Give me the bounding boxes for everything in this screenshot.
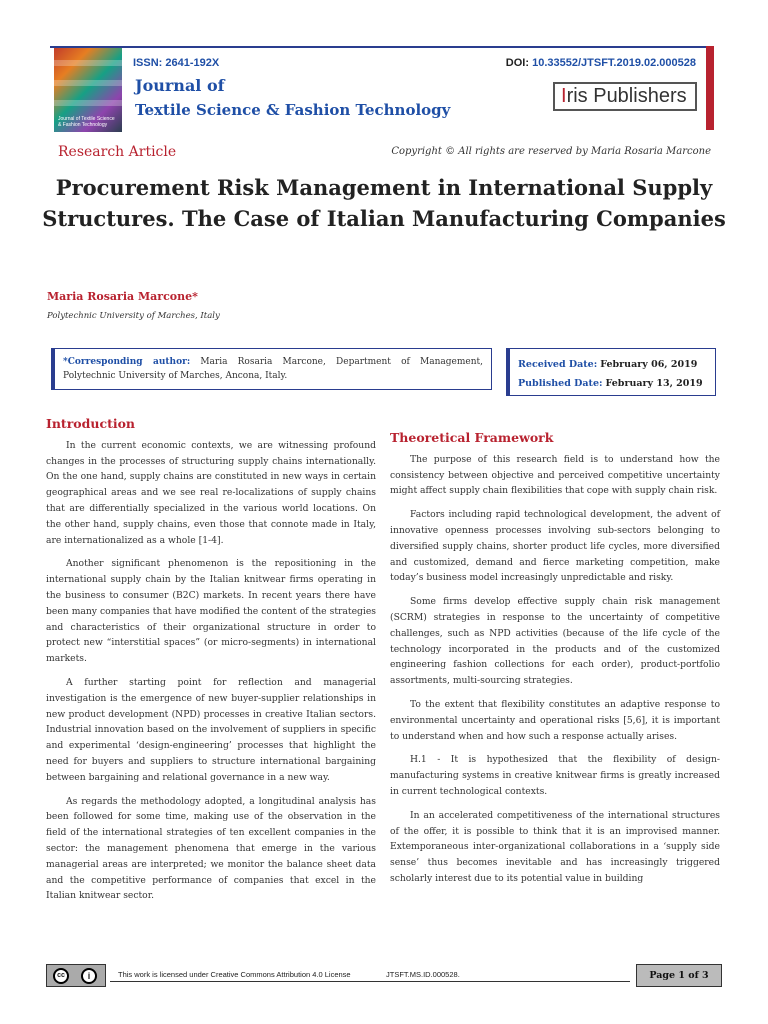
right-column — [390, 430, 720, 895]
header-accent-bar — [706, 46, 714, 130]
received-label: Received Date: — [518, 359, 598, 370]
paragraph: Another significant phenomenon is the repositioning in the international supply chain by the Italian knitwear firms operating in the business to consumer (B2C) markets. In recent years there have been many companies that have modified the content of the strategies and characteristics of their organizational structure in order to protect new “interstitial spaces” (or micro-segments) in international markets. — [46, 558, 376, 665]
published-date — [518, 374, 707, 393]
journal-name-line2: Textile Science & Fashion Technology — [135, 101, 451, 119]
copyright: Copyright © All rights are reserved by Maria Rosaria Marcone — [391, 146, 711, 157]
corresponding-text: Maria Rosaria Marcone, Department of Management, Polytechnic University of Marches, Ancona, Italy. — [63, 357, 484, 381]
footer-rule — [110, 981, 630, 982]
paragraph: H.1 - It is hypothesized that the flexibility of design-manufacturing systems in creative knitwear firms is greatly increased in current technological contexts. — [390, 754, 720, 797]
paragraph: Some firms develop effective supply chain risk management (SCRM) strategies in response to the uncertainty of competitive challenges, such as NPD activities (because of the life cycle of the technology incorporated in the products and of the customized engineering fashion collections for each order), product-portfolio assortments, multi-sourcing strategies. — [390, 596, 720, 687]
section-heading-theoretical-framework: Theoretical Framework — [390, 430, 554, 445]
author-name[interactable]: Maria Rosaria Marcone* — [47, 290, 198, 303]
publisher-initial: I — [561, 85, 567, 107]
doi-link[interactable]: 10.33552/JTSFT.2019.02.000528 — [532, 57, 696, 69]
page-footer — [46, 964, 722, 987]
paragraph: The purpose of this research field is to understand how the consistency between objective and perceived competitive uncertainty might affect supply chain flexibilities that cope with supply chain risk. — [390, 453, 720, 497]
journal-name-line1: Journal of — [135, 76, 225, 95]
publisher-logo[interactable] — [553, 82, 697, 111]
received-date — [518, 355, 707, 374]
creative-commons-badge[interactable] — [46, 964, 106, 987]
corresponding-label: *Corresponding author: — [63, 357, 191, 367]
article-title: Procurement Risk Management in International Supply Structures. The Case of Italian Manufacturing Companies — [42, 175, 726, 231]
published-label: Published Date: — [518, 378, 603, 389]
attribution-icon: i — [81, 968, 97, 984]
paragraph: In the current economic contexts, we are witnessing profound changes in the processes of structuring supply chains internationally. On the one hand, supply chains are constituted in new ways in certain geographical areas and we see real re-localizations of supply chains that are differentially specialized in the various world locations. On the other hand, supply chains, even those that connote made in Italy, are internationalized as a whole [1-4]. — [46, 439, 376, 546]
publisher-name: ris Publishers — [566, 85, 687, 107]
author-affiliation: Polytechnic University of Marches, Italy — [47, 311, 220, 321]
license-text[interactable]: This work is licensed under Creative Commons Attribution 4.0 License — [118, 970, 351, 979]
article-type: Research Article — [58, 144, 177, 160]
doi — [506, 57, 696, 69]
paragraph: In an accelerated competitiveness of the international structures of the offer, it is possible to think that it is an improvised manner. Extemporaneous inter-organizational collaborations in a ‘supply side sense’ thus becomes inevitable and has increasingly triggered scholarly interest due to its potential value in building — [390, 809, 720, 884]
paragraph: To the extent that flexibility constitutes an adaptive response to environmental uncertainty and operational risks [5,6], it is important to understand when and how such a response actually arises. — [390, 698, 720, 742]
issn: ISSN: 2641-192X — [133, 57, 220, 69]
corresponding-author-box — [51, 348, 492, 390]
header-rule — [50, 46, 714, 48]
page-number: Page 1 of 3 — [636, 964, 722, 987]
doi-label: DOI: — [505, 57, 530, 69]
dates-box — [506, 348, 716, 396]
cover-text: Journal of Textile Science & Fashion Technology — [58, 116, 115, 128]
cc-icon: cc — [53, 968, 69, 984]
left-column — [46, 416, 376, 912]
published-value: February 13, 2019 — [605, 378, 703, 389]
received-value: February 06, 2019 — [600, 359, 698, 370]
paragraph: Factors including rapid technological development, the advent of innovative openness processes involving sub-sectors belonging to diversified supply chains, shorter product life cycles, more diversified and customized, demand and fierce marketing competition, make today’s business model increasingly unpredictable and risky. — [390, 509, 720, 584]
journal-cover-image — [54, 46, 122, 132]
paragraph: As regards the methodology adopted, a longitudinal analysis has been followed for some time, making use of the observation in the field of the international strategies of ten excellent companies in the sector: the management phenomena that emerge in the various managerial areas are interpreted; we monitor the balance sheet data and the competitive performance of companies that excel in the Italian knitwear sector. — [46, 795, 376, 902]
manuscript-id: JTSFT.MS.ID.000528. — [386, 970, 460, 979]
paragraph: A further starting point for reflection and managerial investigation is the emergence of new buyer-supplier relationships in new product development (NPD) processes in creative Italian sectors. Industrial innovation based on the involvement of suppliers in specific and experimental ‘design-engineering’ processes that highlight the need for buyers and suppliers to structure international bargaining between bargaining and relational governance in a new way. — [46, 676, 376, 783]
section-heading-introduction: Introduction — [46, 416, 136, 431]
